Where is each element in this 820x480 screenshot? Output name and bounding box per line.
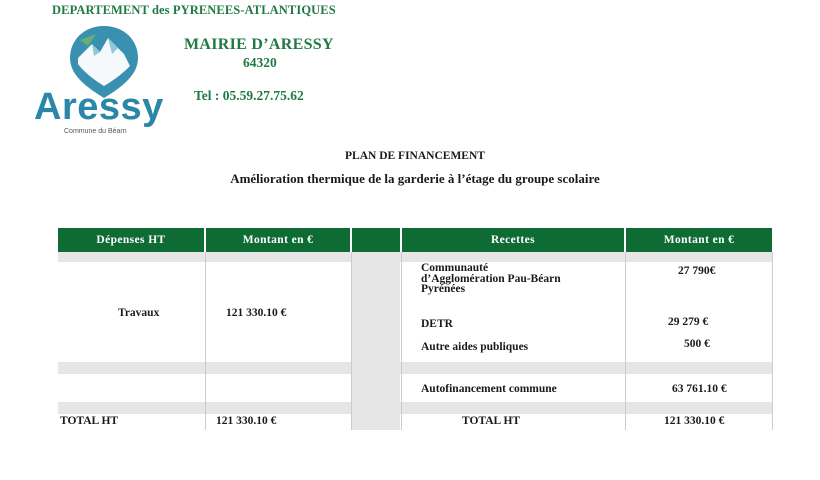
mairie-title: MAIRIE D’ARESSY bbox=[184, 36, 334, 53]
grid-line bbox=[351, 252, 352, 430]
department-name: DEPARTEMENT des PYRENEES-ATLANTIQUES bbox=[52, 3, 336, 17]
grid-line bbox=[625, 252, 626, 430]
logo-subtitle: Commune du Béarn bbox=[64, 128, 127, 135]
total-amount-depenses: 121 330.10 € bbox=[216, 415, 277, 427]
grid-line bbox=[401, 252, 402, 430]
header-depenses: Dépenses HT bbox=[58, 228, 204, 252]
total-label-depenses: TOTAL HT bbox=[60, 415, 119, 427]
recette-detr-amount: 29 279 € bbox=[668, 316, 709, 328]
depense-label: Travaux bbox=[118, 307, 160, 319]
spacer-column bbox=[352, 252, 400, 430]
phone-number: Tel : 05.59.27.75.62 bbox=[194, 88, 304, 103]
recette-cagglo-amount: 27 790€ bbox=[678, 265, 716, 277]
grid-line bbox=[772, 252, 773, 430]
recette-autres-aides-amount: 500 € bbox=[684, 338, 710, 350]
header-montant-depenses: Montant en € bbox=[206, 228, 350, 252]
recette-detr: DETR bbox=[421, 318, 453, 330]
recette-cagglo bbox=[421, 263, 561, 295]
logo-wordmark: Aressy bbox=[34, 86, 164, 128]
document-subtitle: Amélioration thermique de la garderie à l’étage du groupe scolaire bbox=[230, 171, 600, 186]
recette-autres-aides: Autre aides publiques bbox=[421, 341, 529, 353]
recette-autofinancement: Autofinancement commune bbox=[421, 383, 557, 395]
recette-cagglo-line1: Communauté bbox=[421, 262, 489, 274]
row-separator bbox=[58, 252, 772, 262]
recette-cagglo-line3: Pyrénées bbox=[421, 283, 466, 295]
total-amount-recettes: 121 330.10 € bbox=[664, 415, 725, 427]
row-separator bbox=[58, 402, 772, 414]
depense-amount: 121 330.10 € bbox=[226, 307, 287, 319]
recette-autofinancement-amount: 63 761.10 € bbox=[672, 383, 727, 395]
header-montant-recettes: Montant en € bbox=[626, 228, 772, 252]
postal-code: 64320 bbox=[243, 55, 277, 70]
row-separator bbox=[58, 362, 772, 374]
total-label-recettes: TOTAL HT bbox=[462, 415, 521, 427]
header-recettes: Recettes bbox=[402, 228, 624, 252]
recette-cagglo-line2: d’Agglomération Pau-Béarn bbox=[421, 272, 561, 285]
document-title: PLAN DE FINANCEMENT bbox=[345, 150, 485, 162]
header-spacer bbox=[352, 228, 400, 252]
grid-line bbox=[205, 252, 206, 430]
